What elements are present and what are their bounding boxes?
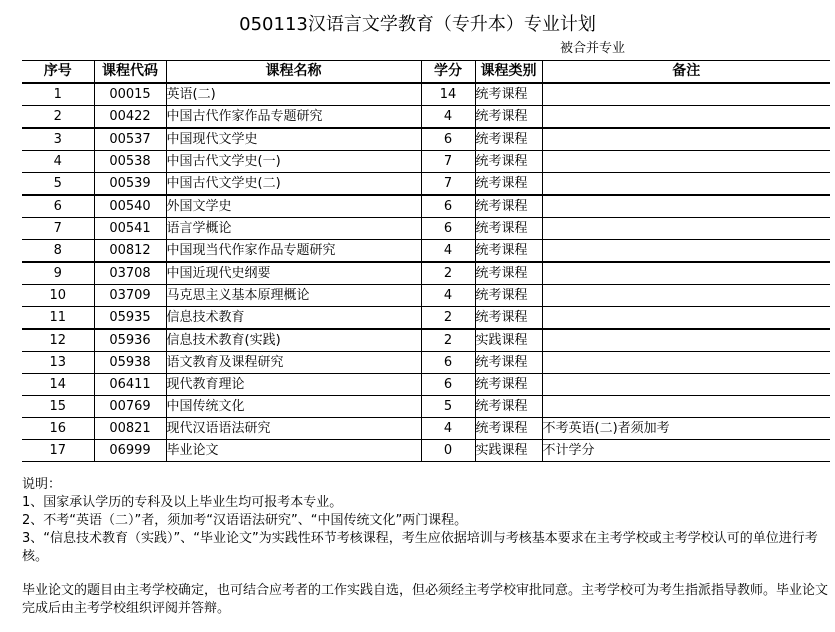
cell-name: 英语(二) [166, 83, 421, 106]
cell-note [542, 285, 830, 307]
cell-note [542, 218, 830, 240]
cell-type: 统考课程 [475, 218, 542, 240]
cell-name: 中国现当代作家作品专题研究 [166, 240, 421, 263]
cell-code: 00538 [94, 151, 166, 173]
cell-no: 9 [53, 266, 62, 281]
header-no: 序号 [22, 61, 94, 84]
cell-type: 统考课程 [475, 396, 542, 418]
cell-note [542, 195, 830, 218]
cell-no: 16 [49, 421, 67, 436]
cell-code: 00821 [94, 418, 166, 440]
cell-code: 06411 [94, 374, 166, 396]
cell-type: 统考课程 [475, 173, 542, 196]
page-subtitle: 被合并专业 [560, 41, 626, 56]
header-name: 课程名称 [166, 61, 421, 84]
cell-credits: 6 [421, 218, 475, 240]
table-row [22, 151, 830, 173]
cell-type: 统考课程 [475, 128, 542, 151]
cell-type: 统考课程 [475, 240, 542, 263]
cell-credits: 4 [421, 106, 475, 129]
cell-code: 00539 [94, 173, 166, 196]
cell-note [542, 106, 830, 129]
table-row [22, 374, 830, 396]
table-row [22, 173, 830, 196]
cell-name: 信息技术教育(实践) [166, 329, 421, 352]
table-row [22, 262, 830, 285]
cell-note [542, 374, 830, 396]
cell-name: 外国文学史 [166, 195, 421, 218]
table-header-row [22, 61, 830, 84]
cell-code: 06999 [94, 440, 166, 462]
cell-note: 不考英语(二)者须加考 [542, 418, 830, 440]
cell-note [542, 151, 830, 173]
cell-no: 10 [49, 288, 67, 303]
cell-type: 统考课程 [475, 195, 542, 218]
table-row [22, 195, 830, 218]
course-plan-table [22, 60, 830, 462]
cell-type: 统考课程 [475, 151, 542, 173]
table-row [22, 285, 830, 307]
cell-type: 统考课程 [475, 262, 542, 285]
cell-code: 05935 [94, 307, 166, 330]
cell-no: 3 [53, 132, 62, 147]
cell-code: 00015 [94, 83, 166, 106]
cell-name: 中国近现代史纲要 [166, 262, 421, 285]
cell-code: 03709 [94, 285, 166, 307]
cell-type: 统考课程 [475, 374, 542, 396]
header-credits: 学分 [421, 61, 475, 84]
cell-credits: 2 [421, 329, 475, 352]
cell-name: 中国古代文学史(二) [166, 173, 421, 196]
table-row [22, 128, 830, 151]
cell-code: 00812 [94, 240, 166, 263]
cell-credits: 6 [421, 128, 475, 151]
cell-name: 信息技术教育 [166, 307, 421, 330]
cell-no: 7 [53, 221, 62, 236]
note-item-3: 3、“信息技术教育（实践）”、“毕业论文”为实践性环节考核课程，考生应依据培训与考核基本要求在主考学校或主考学校认可的单位进行考核。 [22, 531, 818, 564]
cell-note [542, 329, 830, 352]
cell-no: 1 [53, 87, 62, 102]
cell-name: 中国古代作家作品专题研究 [166, 106, 421, 129]
table-row [22, 218, 830, 240]
cell-no: 6 [53, 199, 62, 214]
cell-code: 00537 [94, 128, 166, 151]
cell-credits: 4 [421, 418, 475, 440]
cell-no: 14 [49, 377, 67, 392]
cell-code: 00422 [94, 106, 166, 129]
cell-type: 统考课程 [475, 418, 542, 440]
cell-name: 语言学概论 [166, 218, 421, 240]
thesis-note: 毕业论文的题目由主考学校确定，也可结合应考者的工作实践自选，但必须经主考学校审批同意。主考学校可为考生指派指导教师。毕业论文完成后由主考学校组织评阅并答辩。 [22, 583, 829, 616]
cell-no: 13 [49, 355, 67, 370]
cell-code: 00540 [94, 195, 166, 218]
cell-note: 不计学分 [542, 440, 830, 462]
table-row [22, 329, 830, 352]
cell-type: 统考课程 [475, 352, 542, 374]
header-note: 备注 [542, 61, 830, 84]
notes-section [22, 476, 830, 618]
cell-code: 00769 [94, 396, 166, 418]
notes-heading: 说明： [22, 477, 62, 492]
note-item-1: 1、国家承认学历的专科及以上毕业生均可报考本专业。 [22, 495, 343, 510]
header-type: 课程类别 [475, 61, 542, 84]
table-row [22, 106, 830, 129]
notes-gap [22, 566, 830, 582]
header-code: 课程代码 [94, 61, 166, 84]
table-row [22, 352, 830, 374]
cell-name: 马克思主义基本原理概论 [166, 285, 421, 307]
cell-note [542, 128, 830, 151]
table-row [22, 307, 830, 330]
cell-credits: 6 [421, 195, 475, 218]
cell-type: 统考课程 [475, 307, 542, 330]
cell-note [542, 173, 830, 196]
cell-credits: 14 [421, 83, 475, 106]
cell-credits: 6 [421, 352, 475, 374]
cell-name: 中国古代文学史(一) [166, 151, 421, 173]
cell-note [542, 352, 830, 374]
cell-credits: 2 [421, 307, 475, 330]
table-row [22, 418, 830, 440]
cell-credits: 0 [421, 440, 475, 462]
table-row [22, 83, 830, 106]
cell-credits: 4 [421, 240, 475, 263]
table-row [22, 396, 830, 418]
cell-type: 统考课程 [475, 106, 542, 129]
cell-name: 现代汉语语法研究 [166, 418, 421, 440]
cell-type: 统考课程 [475, 83, 542, 106]
cell-name: 毕业论文 [166, 440, 421, 462]
cell-no: 2 [53, 109, 62, 124]
cell-credits: 2 [421, 262, 475, 285]
cell-type: 实践课程 [475, 329, 542, 352]
cell-code: 00541 [94, 218, 166, 240]
table-row [22, 240, 830, 263]
note-item-2: 2、不考“英语（二）”者，须加考“汉语语法研究”、“中国传统文化”两门课程。 [22, 513, 468, 528]
cell-note [542, 83, 830, 106]
cell-code: 05936 [94, 329, 166, 352]
cell-note [542, 396, 830, 418]
cell-note [542, 307, 830, 330]
cell-no: 11 [49, 310, 67, 325]
table-row [22, 440, 830, 462]
cell-credits: 4 [421, 285, 475, 307]
cell-no: 12 [49, 333, 67, 348]
cell-name: 语文教育及课程研究 [166, 352, 421, 374]
cell-note [542, 240, 830, 263]
cell-type: 实践课程 [475, 440, 542, 462]
cell-no: 15 [49, 399, 67, 414]
cell-code: 03708 [94, 262, 166, 285]
cell-credits: 6 [421, 374, 475, 396]
cell-code: 05938 [94, 352, 166, 374]
cell-name: 现代教育理论 [166, 374, 421, 396]
cell-no: 5 [53, 176, 62, 191]
cell-credits: 7 [421, 173, 475, 196]
page-title: 050113汉语言文学教育（专升本）专业计划 [239, 14, 596, 35]
cell-name: 中国现代文学史 [166, 128, 421, 151]
cell-no: 17 [49, 443, 67, 458]
cell-no: 8 [53, 243, 62, 258]
cell-credits: 5 [421, 396, 475, 418]
cell-no: 4 [53, 154, 62, 169]
cell-note [542, 262, 830, 285]
cell-type: 统考课程 [475, 285, 542, 307]
cell-credits: 7 [421, 151, 475, 173]
cell-name: 中国传统文化 [166, 396, 421, 418]
